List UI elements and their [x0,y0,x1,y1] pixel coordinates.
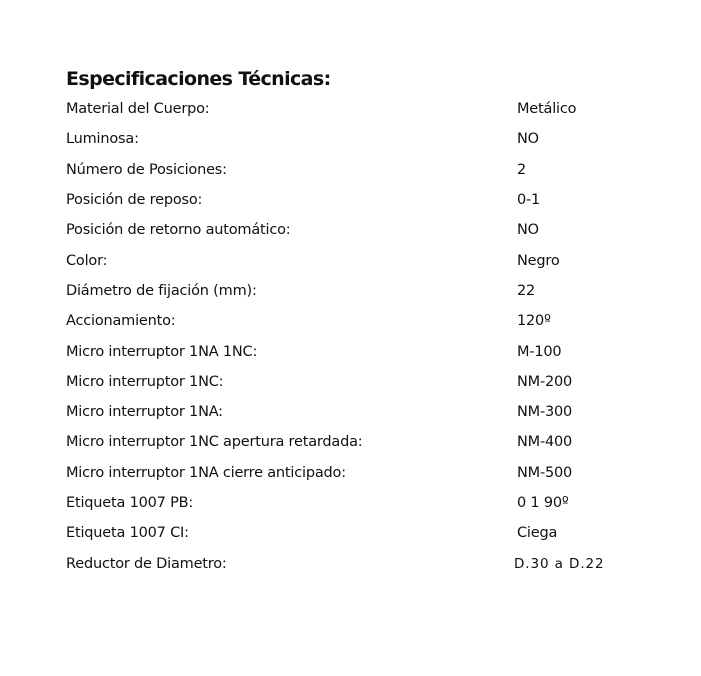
spec-row-micro-1na [66,397,666,427]
spec-value: 0-1 [517,192,541,209]
spec-row-material [66,94,666,124]
spec-label: Etiqueta 1007 CI: [66,525,189,542]
spec-row-luminosa [66,124,666,154]
spec-value: NM-200 [517,373,573,390]
spec-label: Color: [66,252,108,269]
spec-value: Ciega [517,525,558,542]
spec-row-etiqueta-pb [66,488,666,518]
spec-label: Posición de reposo: [66,192,203,209]
spec-label: Micro interruptor 1NC apertura retardada: [66,434,363,451]
specifications-section [66,64,666,579]
spec-row-retorno [66,215,666,245]
spec-row-color [66,245,666,275]
spec-value: NO [517,131,539,148]
spec-row-reposo [66,185,666,215]
spec-value: 120º [517,313,551,330]
spec-value: Metálico [517,101,577,118]
spec-label: Accionamiento: [66,313,176,330]
spec-row-accionamiento [66,306,666,336]
spec-label: Número de Posiciones: [66,161,227,178]
spec-label: Material del Cuerpo: [66,101,210,118]
spec-label: Micro interruptor 1NC: [66,373,224,390]
spec-row-posiciones [66,155,666,185]
spec-label: Diámetro de fijación (mm): [66,282,257,299]
spec-value: NM-400 [517,434,573,451]
spec-value: Negro [517,252,560,269]
specifications-table-body [66,94,666,579]
spec-row-micro-1na-1nc [66,336,666,366]
spec-row-etiqueta-ci [66,518,666,548]
spec-label: Micro interruptor 1NA 1NC: [66,343,258,360]
spec-value: M-100 [517,343,562,360]
spec-value: 22 [517,282,536,299]
spec-label: Luminosa: [66,131,139,148]
spec-value: NM-300 [517,404,573,421]
spec-label: Posición de retorno automático: [66,222,291,239]
spec-row-micro-1nc [66,367,666,397]
spec-row-micro-1nc-retardada [66,427,666,457]
spec-value: 0 1 90º [517,495,569,511]
spec-row-reductor [66,548,666,578]
spec-label: Reductor de Diametro: [66,555,227,572]
spec-row-diametro [66,276,666,306]
spec-value: NO [517,222,539,239]
spec-label: Etiqueta 1007 PB: [66,495,194,511]
spec-label: Micro interruptor 1NA: [66,404,223,421]
specifications-table [66,94,666,579]
specifications-title: Especificaciones Técnicas: [66,68,331,90]
spec-label: Micro interruptor 1NA cierre anticipado: [66,464,346,481]
spec-row-micro-1na-anticipado [66,458,666,488]
spec-value: 2 [517,161,527,178]
spec-value: NM-500 [517,464,573,481]
spec-value: D.30 a D.22 [514,555,605,572]
